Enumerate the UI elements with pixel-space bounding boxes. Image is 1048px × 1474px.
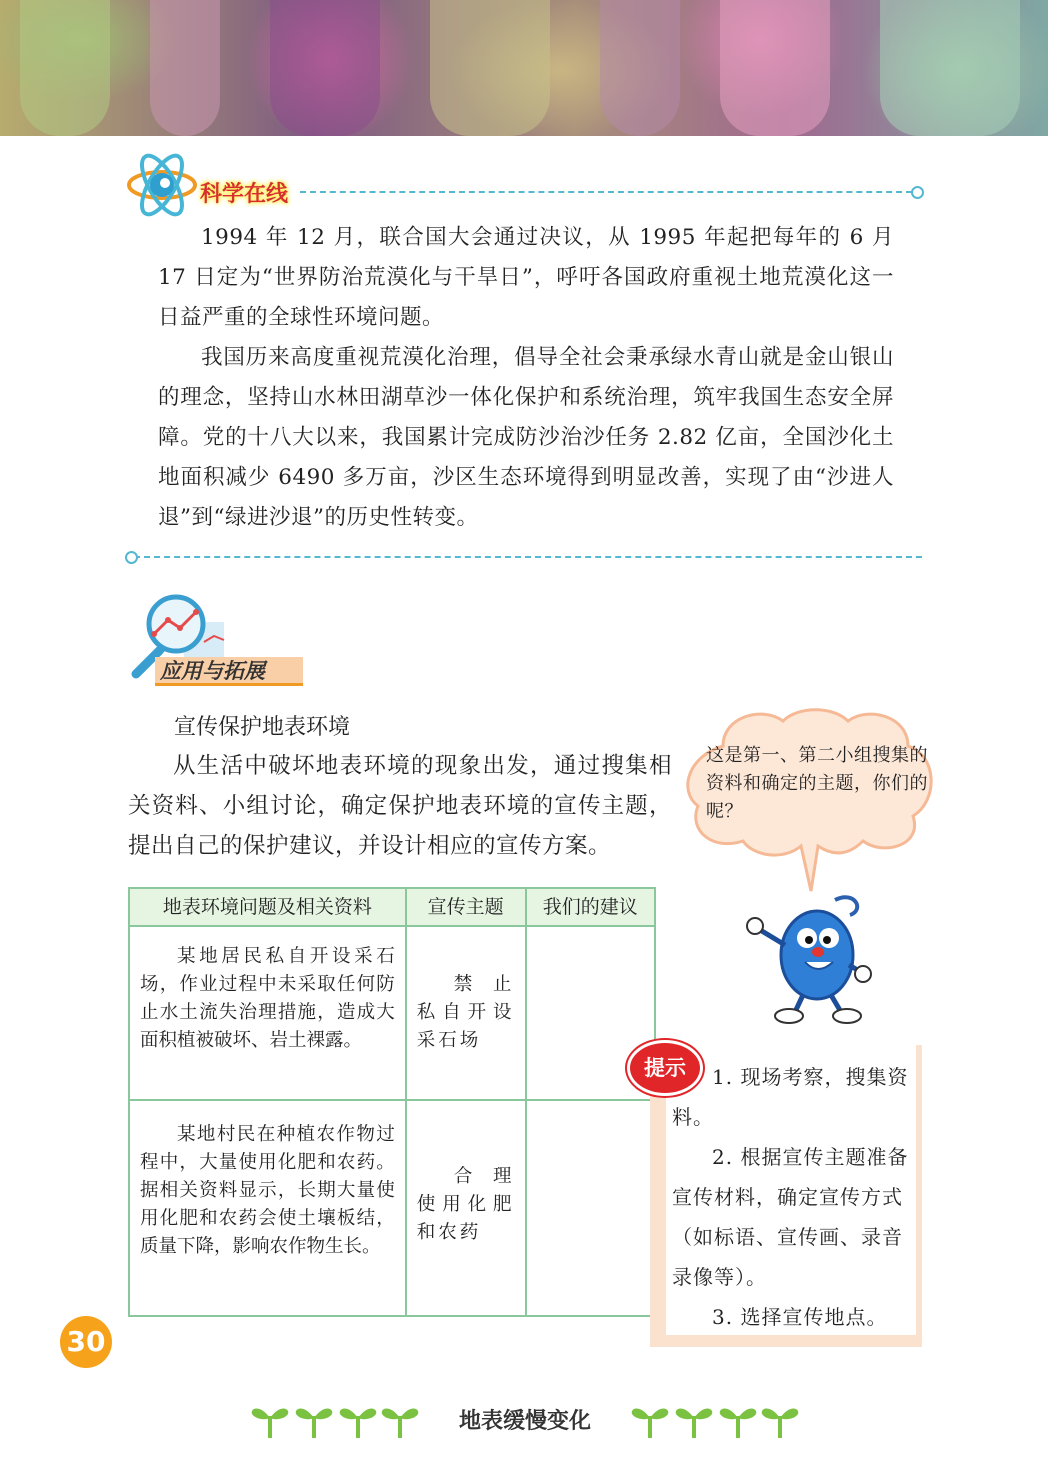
table-header-row: [129, 888, 655, 926]
hint-box: [650, 1045, 922, 1347]
hint-badge: 提示: [627, 1040, 703, 1096]
divider-end-dot: [911, 186, 924, 199]
top-photo-banner: [0, 0, 1048, 136]
hint-item: 1. 现场考察，搜集资料。: [672, 1065, 909, 1129]
table-cell-theme: [406, 1100, 526, 1316]
banner-rock: [150, 0, 220, 136]
mascot-character: [745, 890, 875, 1030]
application-title: 应用与拓展: [160, 659, 265, 683]
science-online-paragraph: 我国历来高度重视荒漠化治理，倡导全社会秉承绿水青山就是金山银山的理念，坚持山水林田湖草沙一体化保护和系统治理，筑牢我国生态安全屏障。党的十八大以来，我国累计完成防沙治沙任务 2.82 亿亩，全国沙化土地面积减少 6490 多万亩，沙区生态环境得到明显改善，实现了由“沙进人退”到“绿进沙退”的历史性转变。: [158, 345, 894, 530]
banner-rock: [880, 0, 1020, 136]
table-header: 宣传主题: [406, 888, 526, 926]
table-row: [129, 926, 655, 1100]
banner-rock: [600, 0, 680, 136]
table-header: 我们的建议: [526, 888, 655, 926]
hint-item: 3. 选择宣传地点。: [712, 1305, 888, 1329]
problem-text: 某地村民在种植农作物过程中，大量使用化肥和农药。据相关资料显示，长期大量使用化肥和农药会使土壤板结，质量下降，影响农作物生长。: [140, 1124, 395, 1257]
sprout-icon: [250, 1400, 420, 1440]
activity-subtitle: 宣传保护地表环境: [174, 715, 351, 740]
activity-intro-text: 从生活中破坏地表环境的现象出发，通过搜集相关资料、小组讨论，确定保护地表环境的宣传主题，提出自己的保护建议，并设计相应的宣传方案。: [128, 753, 672, 859]
science-online-paragraph: 1994 年 12 月，联合国大会通过决议，从 1995 年起把每年的 6 月 17 日定为“世界防治荒漠化与干旱日”，呼吁各国政府重视土地荒漠化这一日益严重的全球性环境问题。: [158, 225, 894, 330]
speech-text: 这是第一、第二小组搜集的资料和确定的主题，你们的呢？: [706, 745, 928, 822]
table-header: 地表环境问题及相关资料: [129, 888, 406, 926]
banner-rock: [430, 0, 550, 136]
table-cell-theme: [406, 926, 526, 1100]
science-online-body: [158, 218, 894, 538]
hint-content: [666, 1045, 916, 1335]
problem-text: 某地居民私自开设采石场，作业过程中未采取任何防止水土流失治理措施，造成大面积植被破坏、岩土裸露。: [140, 946, 395, 1051]
theme-text: 禁止私自开设采石场: [416, 974, 515, 1051]
resource-table: [128, 887, 656, 1317]
page-number: 30: [60, 1316, 112, 1368]
table-cell-problem: [129, 926, 406, 1100]
dashed-divider: [300, 191, 912, 193]
activity-intro: [128, 746, 672, 866]
banner-rock: [270, 0, 380, 136]
table-cell-problem: [129, 1100, 406, 1316]
science-online-title: 科学在线: [200, 182, 289, 207]
banner-rock: [20, 0, 110, 136]
chapter-title: 地表缓慢变化: [458, 1409, 591, 1434]
theme-text: 合理使用化肥和农药: [416, 1166, 515, 1243]
table-row: [129, 1100, 655, 1316]
hint-item: 2. 根据宣传主题准备宣传材料，确定宣传方式（如标语、宣传画、录音录像等）。: [672, 1145, 909, 1289]
divider-end-dot: [125, 551, 138, 564]
dashed-divider: [134, 556, 922, 558]
sprout-icon: [630, 1400, 800, 1440]
atom-icon: [126, 152, 198, 218]
banner-rock: [720, 0, 830, 136]
table-cell-suggestion: [526, 1100, 655, 1316]
